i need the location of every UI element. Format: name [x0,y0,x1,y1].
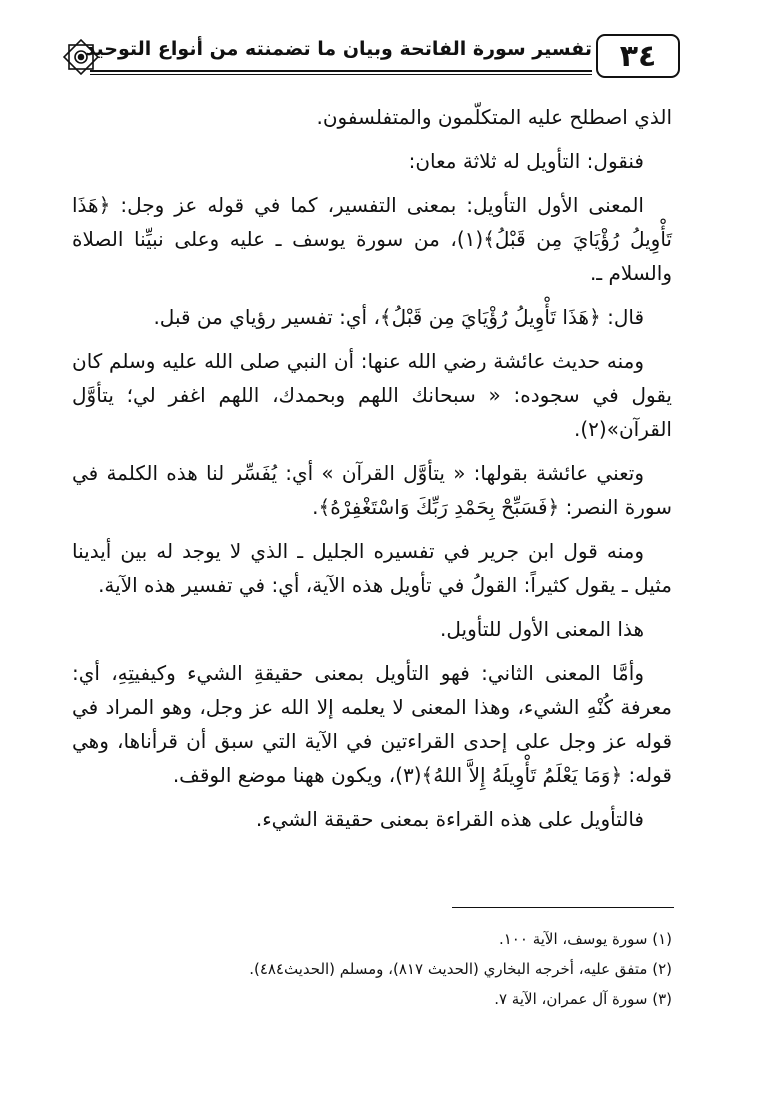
footnote-divider [452,907,674,908]
paragraph: الذي اصطلح عليه المتكلّمون والمتفلسفون. [316,105,672,129]
paragraph: وأمَّا المعنى الثاني: فهو التأويل بمعنى حقيقةِ الشيء وكيفيتِهِ، أي: معرفة كُنْهِ الشيء، وهذا المعنى لا يعلمه إلا الله عز وجل، وهو المراد في قوله عز وجل على إحدى القراءتين في الآية التي سبق أن قرأناها، وهي قوله: ﴿وَمَا يَعْلَمُ تَأْوِيلَهُ إِلاَّ اللهُ﴾(٣)، ويكون ههنا موضع الوقف. [72,661,672,787]
paragraph: وتعني عائشة بقولها: « يتأوَّل القرآن » أي: يُفَسِّر لنا هذه الكلمة في سورة النصر: ﴿فَسَبِّحْ بِحَمْدِ رَبِّكَ وَاسْتَغْفِرْهُ﴾. [72,461,672,519]
footnote: (١) سورة يوسف، الآية ١٠٠. [498,930,672,948]
page-number: ٣٤ [596,34,680,78]
paragraph: فنقول: التأويل له ثلاثة معان: [408,149,644,173]
paragraph: فالتأويل على هذه القراءة بمعنى حقيقة الشيء. [255,807,644,831]
running-title: تفسير سورة الفاتحة وبيان ما تضمنته من أنواع التوحيد [85,38,592,60]
paragraph: ومنه حديث عائشة رضي الله عنها: أن النبي صلى الله عليه وسلم كان يقول في سجوده: « سبحانك اللهم وبحمدك، اللهم اغفر لي؛ يتأوَّل القرآن»(٢). [72,349,672,441]
page-header [60,34,680,82]
header-rule [90,70,592,72]
paragraph: هذا المعنى الأول للتأويل. [440,617,644,641]
paragraph: قال: ﴿هَذَا تَأْوِيلُ رُؤْيَايَ مِن قَبْلُ﴾، أي: تفسير رؤياي من قبل. [153,305,644,329]
paragraph: ومنه قول ابن جرير في تفسيره الجليل ـ الذي لا يوجد له بين أيدينا مثيل ـ يقول كثيراً: القولُ في تأويل هذه الآية، أي: في تفسير هذه الآية. [72,539,672,597]
footnote: (٢) متفق عليه، أخرجه البخاري (الحديث ٨١٧)، ومسلم (الحديث٤٨٤). [249,960,672,978]
footnotes [72,924,672,1014]
header-rule-thin [90,74,592,75]
footnote: (٣) سورة آل عمران، الآية ٧. [494,990,672,1008]
paragraph: المعنى الأول التأويل: بمعنى التفسير، كما في قوله عز وجل: ﴿هَذَا تَأْوِيلُ رُؤْيَايَ مِن قَبْلُ﴾(١)، من سورة يوسف ـ عليه وعلى نبيِّنا الصلاة والسلام ـ. [72,193,672,285]
main-text [72,100,672,846]
